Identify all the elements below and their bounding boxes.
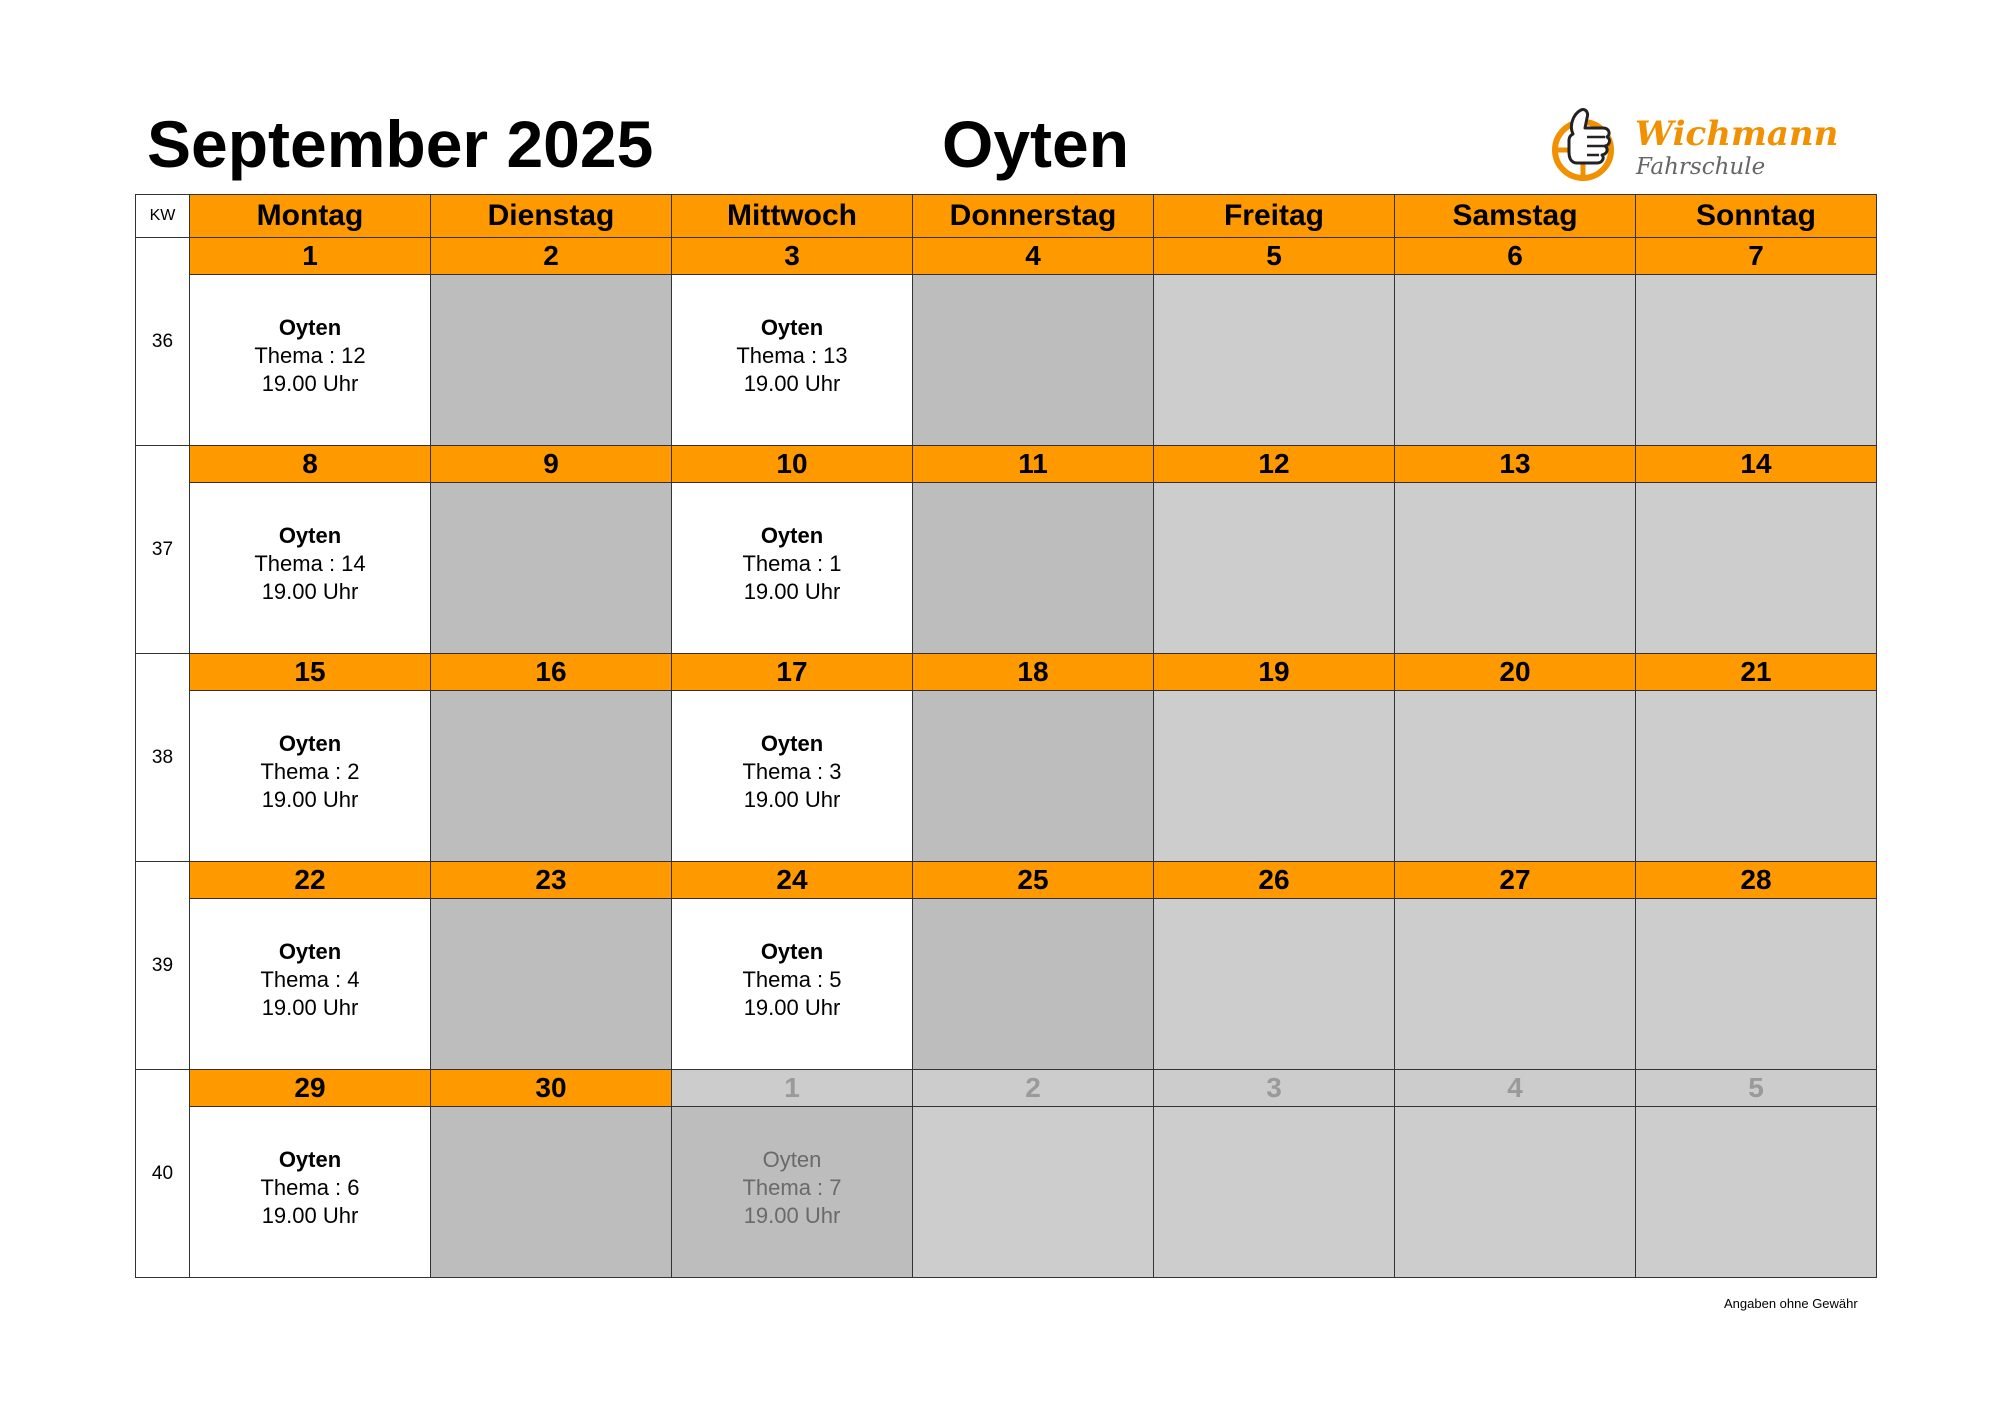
weekday-header-row	[136, 195, 1877, 238]
lesson-time: 19.00 Uhr	[261, 995, 359, 1020]
lesson-location: Oyten	[760, 523, 824, 548]
day-number-next-month: 1	[672, 1070, 913, 1107]
day-cell	[672, 899, 913, 1070]
day-number: 4	[913, 238, 1154, 275]
weekday-header: Dienstag	[431, 195, 672, 238]
day-number: 9	[431, 446, 672, 483]
lesson-location: Oyten	[760, 939, 824, 964]
lesson-entry	[190, 1146, 430, 1230]
day-cell	[1395, 483, 1636, 654]
day-number: 13	[1395, 446, 1636, 483]
weekday-header: Montag	[190, 195, 431, 238]
lesson-topic: Thema : 12	[254, 343, 366, 368]
weekday-header: Samstag	[1395, 195, 1636, 238]
lesson-topic: Thema : 5	[742, 967, 842, 992]
lesson-time: 19.00 Uhr	[261, 787, 359, 812]
day-number: 16	[431, 654, 672, 691]
day-cell	[431, 691, 672, 862]
day-number: 29	[190, 1070, 431, 1107]
day-cell	[1154, 1107, 1395, 1278]
day-cell	[1395, 275, 1636, 446]
week-number: 36	[136, 238, 190, 446]
lesson-entry	[672, 730, 912, 814]
date-number-row	[136, 238, 1877, 275]
day-number: 17	[672, 654, 913, 691]
week-number: 38	[136, 654, 190, 862]
lesson-entry	[672, 938, 912, 1022]
disclaimer: Angaben ohne Gewähr	[1724, 1296, 1858, 1311]
day-cell	[672, 691, 913, 862]
day-number: 24	[672, 862, 913, 899]
day-number: 10	[672, 446, 913, 483]
lesson-entry	[190, 522, 430, 606]
lesson-time: 19.00 Uhr	[743, 1203, 841, 1228]
day-number-next-month: 3	[1154, 1070, 1395, 1107]
day-number: 25	[913, 862, 1154, 899]
lesson-location: Oyten	[278, 1147, 342, 1172]
logo-name: Wichmann	[1635, 114, 1839, 154]
day-cell	[1636, 1107, 1877, 1278]
day-number: 2	[431, 238, 672, 275]
day-cell	[913, 1107, 1154, 1278]
lesson-time: 19.00 Uhr	[261, 371, 359, 396]
day-number: 28	[1636, 862, 1877, 899]
day-number: 7	[1636, 238, 1877, 275]
lesson-topic: Thema : 13	[736, 343, 848, 368]
day-cell	[913, 483, 1154, 654]
week-body-row	[136, 1107, 1877, 1278]
lesson-topic: Thema : 2	[260, 759, 360, 784]
lesson-time: 19.00 Uhr	[743, 371, 841, 396]
lesson-entry	[190, 314, 430, 398]
day-number: 18	[913, 654, 1154, 691]
day-cell	[431, 899, 672, 1070]
day-number: 20	[1395, 654, 1636, 691]
day-number: 15	[190, 654, 431, 691]
day-number: 1	[190, 238, 431, 275]
day-cell	[672, 483, 913, 654]
kw-header: KW	[136, 195, 190, 238]
day-cell	[190, 275, 431, 446]
lesson-topic: Thema : 7	[742, 1175, 842, 1200]
lesson-topic: Thema : 14	[254, 551, 366, 576]
day-cell	[1636, 483, 1877, 654]
lesson-topic: Thema : 3	[742, 759, 842, 784]
day-cell	[1636, 691, 1877, 862]
date-number-row	[136, 654, 1877, 691]
weekday-header: Freitag	[1154, 195, 1395, 238]
week-body-row	[136, 691, 1877, 862]
day-number-next-month: 4	[1395, 1070, 1636, 1107]
location-title: Oyten	[942, 107, 1130, 181]
day-number: 5	[1154, 238, 1395, 275]
day-number: 30	[431, 1070, 672, 1107]
day-cell	[1154, 899, 1395, 1070]
weekday-header: Sonntag	[1636, 195, 1877, 238]
day-cell	[431, 1107, 672, 1278]
day-cell	[1395, 691, 1636, 862]
day-cell	[913, 275, 1154, 446]
logo-subtitle: Fahrschule	[1636, 154, 1766, 180]
weekday-header: Mittwoch	[672, 195, 913, 238]
lesson-location: Oyten	[278, 315, 342, 340]
day-number: 6	[1395, 238, 1636, 275]
lesson-time: 19.00 Uhr	[743, 579, 841, 604]
month-title: September 2025	[147, 107, 654, 181]
calendar-table	[135, 194, 1877, 1278]
day-cell	[1636, 275, 1877, 446]
day-cell	[1636, 899, 1877, 1070]
day-number: 23	[431, 862, 672, 899]
day-cell	[1395, 1107, 1636, 1278]
weekday-header: Donnerstag	[913, 195, 1154, 238]
lesson-entry	[190, 938, 430, 1022]
day-cell	[1154, 275, 1395, 446]
date-number-row	[136, 862, 1877, 899]
day-number: 22	[190, 862, 431, 899]
day-number: 26	[1154, 862, 1395, 899]
week-body-row	[136, 275, 1877, 446]
day-cell	[190, 1107, 431, 1278]
day-number: 14	[1636, 446, 1877, 483]
day-number: 8	[190, 446, 431, 483]
day-cell	[1154, 483, 1395, 654]
day-number-next-month: 5	[1636, 1070, 1877, 1107]
lesson-location: Oyten	[760, 731, 824, 756]
week-number: 39	[136, 862, 190, 1070]
day-cell	[431, 275, 672, 446]
week-body-row	[136, 483, 1877, 654]
day-cell	[1395, 899, 1636, 1070]
day-cell	[672, 1107, 913, 1278]
week-number: 40	[136, 1070, 190, 1278]
day-number: 3	[672, 238, 913, 275]
lesson-time: 19.00 Uhr	[743, 995, 841, 1020]
day-cell	[672, 275, 913, 446]
lesson-topic: Thema : 6	[260, 1175, 360, 1200]
day-number: 11	[913, 446, 1154, 483]
lesson-time: 19.00 Uhr	[261, 579, 359, 604]
date-number-row	[136, 1070, 1877, 1107]
week-body-row	[136, 899, 1877, 1070]
day-cell	[913, 899, 1154, 1070]
day-cell	[190, 691, 431, 862]
lesson-topic: Thema : 1	[742, 551, 842, 576]
date-number-row	[136, 446, 1877, 483]
day-number-next-month: 2	[913, 1070, 1154, 1107]
lesson-entry	[672, 314, 912, 398]
lesson-entry	[190, 730, 430, 814]
lesson-entry	[672, 522, 912, 606]
day-cell	[913, 691, 1154, 862]
lesson-entry-next-month	[672, 1146, 912, 1230]
day-cell	[190, 483, 431, 654]
thumbs-up-steering-wheel-icon	[1543, 104, 1633, 184]
lesson-location: Oyten	[762, 1147, 822, 1172]
day-cell	[431, 483, 672, 654]
driving-school-logo	[1543, 104, 1863, 184]
lesson-location: Oyten	[278, 731, 342, 756]
lesson-topic: Thema : 4	[260, 967, 360, 992]
lesson-location: Oyten	[760, 315, 824, 340]
lesson-location: Oyten	[278, 523, 342, 548]
lesson-time: 19.00 Uhr	[261, 1203, 359, 1228]
day-number: 19	[1154, 654, 1395, 691]
day-cell	[1154, 691, 1395, 862]
day-number: 27	[1395, 862, 1636, 899]
day-number: 12	[1154, 446, 1395, 483]
week-number: 37	[136, 446, 190, 654]
day-number: 21	[1636, 654, 1877, 691]
lesson-time: 19.00 Uhr	[743, 787, 841, 812]
day-cell	[190, 899, 431, 1070]
lesson-location: Oyten	[278, 939, 342, 964]
